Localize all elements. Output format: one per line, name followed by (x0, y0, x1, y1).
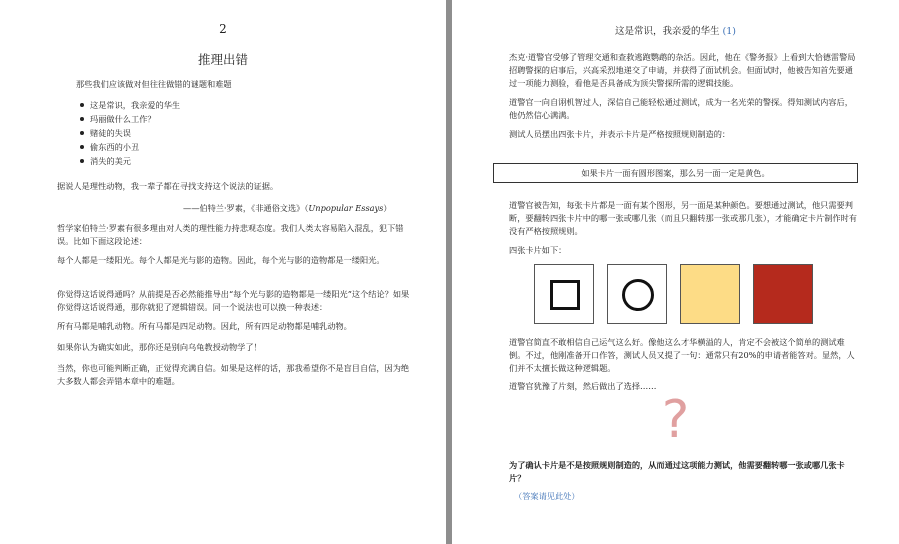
body-paragraph: 道警官一向自诩机智过人，深信自己能轻松通过测试，成为一名光荣的警探。得知测试内容后，他仍然信心满满。 (509, 97, 853, 120)
toc-item: 消失的美元 (80, 154, 180, 168)
chapter-title: 推理出错 (197, 52, 248, 67)
card-row (534, 264, 824, 326)
attribution-prefix: ——伯特兰·罗素，《非通俗文选》（ (183, 203, 309, 213)
body-paragraph: 当然，你也可能判断正确，正觉得充满自信。如果是这样的话，那我希望你不是盲目自信，因为绝大多数人都会弄错本章中的难题。 (57, 363, 410, 386)
square-icon (550, 280, 580, 310)
cards-label: 四张卡片如下： (509, 245, 567, 255)
chapter-number: 2 (219, 22, 227, 36)
attribution-suffix: ） (383, 203, 392, 213)
puzzle-question: 为了确认卡片是不是按照规则制造的，从而通过这项能力测试，他需要翻转哪一张或哪几张卡片？ (509, 460, 845, 483)
answer-link[interactable]: （答案请见此处） (514, 491, 580, 501)
body-paragraph: 每个人都是一缕阳光。每个人都是光与影的造物。因此，每个光与影的造物都是一缕阳光。 (57, 255, 385, 265)
footnote-marker[interactable]: (1) (722, 26, 736, 37)
left-page (0, 0, 446, 544)
toc-item: 这是常识，我亲爱的华生 (80, 98, 180, 112)
toc-item: 玛丽做什么工作？ (80, 112, 180, 126)
running-head-title: 这是常识，我亲爱的华生 (614, 26, 720, 37)
toc-item: 赌徒的失误 (80, 126, 180, 140)
body-paragraph: 道警官犹豫了片刻，然后做出了选择…… (509, 381, 657, 391)
chapter-contents-list (80, 98, 180, 168)
rule-box: 如果卡片一面有圆形图案，那么另一面一定是黄色。 (493, 163, 858, 183)
body-paragraph: 你觉得这话说得通吗？从前提是否必然能推导出“每个光与影的造物都是一缕阳光”这个结论？如果你觉得这话说得通，那你就犯了逻辑错误。同一个说法也可以换一种表述： (57, 289, 410, 312)
card-circle (607, 264, 667, 324)
chapter-subtitle: 那些我们应该做对但往往做错的谜题和难题 (76, 79, 232, 89)
circle-icon (622, 279, 654, 311)
right-page (452, 0, 899, 544)
epigraph-quote: 据说人是理性动物，我一辈子都在寻找支持这个说法的证据。 (57, 181, 279, 191)
epigraph-attribution (183, 202, 392, 215)
body-paragraph: 道警官简直不敢相信自己运气这么好。像他这么才华横溢的人，肯定不会被这个简单的测试难倒。不过，他刚准备开口作答，测试人员又提了一句：通常只有20%的申请者能答对。显然，人们并不太擅长做这种逻辑题。 (509, 337, 855, 373)
toc-item: 偷东西的小丑 (80, 140, 180, 154)
running-head (452, 23, 899, 37)
card-yellow (680, 264, 740, 324)
body-paragraph: 如果你认为确实如此，那你还是别向乌龟教授动物学了！ (57, 342, 262, 352)
body-paragraph: 道警官被告知，每张卡片都是一面有某个图形，另一面是某种颜色。要想通过测试，他只需要判断，要翻转四张卡片中的哪一张或哪几张（而且只翻转那一张或那几张），才能确定卡片制作时有没有严格按照规则。 (509, 200, 857, 236)
card-red (753, 264, 813, 324)
card-square (534, 264, 594, 324)
body-paragraph: 杰克·道警官受够了管理交通和查救逃跑鹦鹉的杂活。因此，他在《警务报》上看到大恰德雷警局招聘警探的启事后，兴高采烈地递交了申请，并获得了面试机会。但面试时，他被告知首先要通过一项能力测验，看他是否具备成为顶尖警探所需的逻辑技能。 (509, 52, 856, 88)
body-paragraph: 测试人员摆出四张卡片，并表示卡片是严格按照规则制造的： (509, 129, 731, 139)
body-paragraph: 哲学家伯特兰·罗素有很多理由对人类的理性能力持悲观态度。我们人类太容易陷入混乱，犯下错误。比如下面这段论述： (57, 223, 404, 246)
body-paragraph: 所有马都是哺乳动物。所有马都是四足动物。因此，所有四足动物都是哺乳动物。 (57, 321, 352, 331)
attribution-title: Unpopular Essays (308, 203, 384, 213)
question-mark-icon: ? (661, 390, 690, 450)
